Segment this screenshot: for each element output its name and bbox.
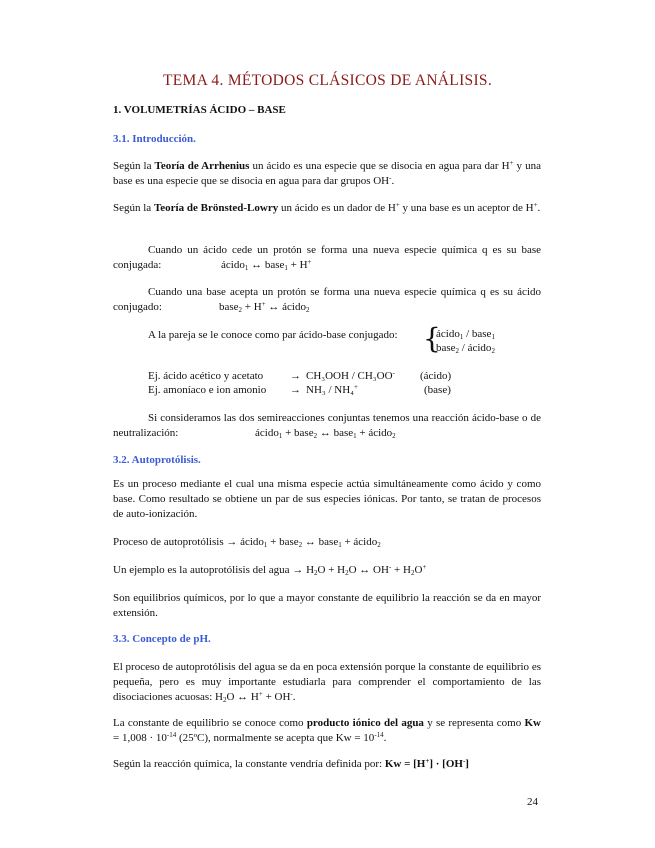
term-ionic-product: producto iónico del agua xyxy=(306,717,424,729)
paragraph-kw-definition: Según la reacción química, la constante vendría definida por: Kw = [H+] · [OH-] xyxy=(113,757,469,770)
example-ammonia-label: Ej. amoníaco e ion amonio xyxy=(148,384,267,396)
equation-neutralization: ácido$_1$ + base$_2$ ↔ base$_1$ + ácido$_2$ xyxy=(255,427,396,440)
example-ammonia-formula: NH₃ / NH₄+ xyxy=(306,383,358,396)
paragraph-base-conjugate: Cuando una base acepta un protón se forma una nueva especie química q es su ácido conjugado: xyxy=(113,286,541,313)
paragraph-arrhenius: Según la Teoría de Arrhenius un ácido es una especie que se disocia en agua para dar H+ y una base es una especie que se disocia en agua para dar grupos OH-. xyxy=(113,159,541,187)
brace-icon: { xyxy=(423,322,441,355)
paragraph-kw: La constante de equilibrio se conoce como producto iónico del agua y se representa como $Kw = 1,008 \cdot 10^{-14}$ (25ºC), normalmente se acepta que $Kw = 10^{-14}$. xyxy=(113,717,541,744)
arrow-icon: → xyxy=(290,370,301,382)
example-ammonia-note: (base) xyxy=(424,384,451,396)
kw-formula: Kw = [H+] · [OH-] xyxy=(384,757,469,770)
pair-line-1: ácido$_1$ / base$_1$ xyxy=(436,328,495,341)
subsection-heading-ph: 3.3. Concepto de pH. xyxy=(113,633,211,645)
example-acetic-note: (ácido) xyxy=(420,370,452,382)
term-arrhenius: Teoría de Arrhenius xyxy=(154,160,250,172)
page-number: 24 xyxy=(527,796,538,808)
paragraph-autoprotolisis: Es un proceso mediante el cual una misma especie actúa simultáneamente como ácido y como base. Como resultado se obtiene un par de sus especies iónicas. Por tanto, se tratan de procesos de auto-ionización. xyxy=(113,478,541,520)
paragraph-ph: El proceso de autoprotólisis del agua se da en poca extensión porque la constante de equilibrio es pequeña, pero es muy importante estudiarla para comprender el comportamiento de las disociaciones acuosas: $H_2O$ ↔ H+ + OH-. xyxy=(113,661,541,704)
subsection-heading-introduccion: 3.1. Introducción. xyxy=(113,133,196,145)
paragraph-bronsted: Según la Teoría de Brönsted-Lowry un ácido es un dador de H+ y una base es un aceptor de H+. xyxy=(113,201,541,214)
paragraph-equilibria: Son equilibrios químicos, por lo que a mayor constante de equilibrio la reacción se da en mayor extensión. xyxy=(113,592,541,619)
paragraph-acid-conjugate: Cuando un ácido cede un protón se forma una nueva especie química q es su base conjugada: xyxy=(113,244,541,271)
paragraph-neutralization: Si consideramos las dos semireacciones conjuntas tenemos una reacción ácido-base o de neutralización: xyxy=(113,412,541,439)
equation-acid-conjugate: ácido$_1$ ↔ base$_1$ + H+ xyxy=(221,258,312,272)
paragraph-water-autoprotolisis: Un ejemplo es la autoprotólisis del agua → $H_2O + H_2O$ ↔ $OH^- + H_2O^+$ xyxy=(113,563,427,577)
subsection-heading-autoprotolisis: 3.2. Autoprotólisis. xyxy=(113,454,201,466)
page-title: TEMA 4. MÉTODOS CLÁSICOS DE ANÁLISIS. xyxy=(162,72,493,89)
example-acetic-formula: CH₃OOH / CH₃OO- xyxy=(306,369,395,382)
pair-label: A la pareja se le conoce como par ácido-base conjugado: xyxy=(148,329,398,341)
paragraph-autoprotolisis-process: Proceso de autoprotólisis → ácido$_1$ + base$_2$ ↔ base$_1$ + ácido$_2$ xyxy=(113,536,381,549)
section-heading: 1. VOLUMETRÍAS ÁCIDO – BASE xyxy=(113,104,286,116)
term-bronsted: Teoría de Brönsted-Lowry xyxy=(153,202,279,214)
pair-line-2: base$_2$ / ácido$_2$ xyxy=(436,342,495,355)
arrow-icon: → xyxy=(290,384,301,396)
example-acetic-label: Ej. ácido acético y acetato xyxy=(148,370,264,382)
equation-base-conjugate: base$_2$ + H+ ↔ ácido$_2$ xyxy=(219,300,310,314)
